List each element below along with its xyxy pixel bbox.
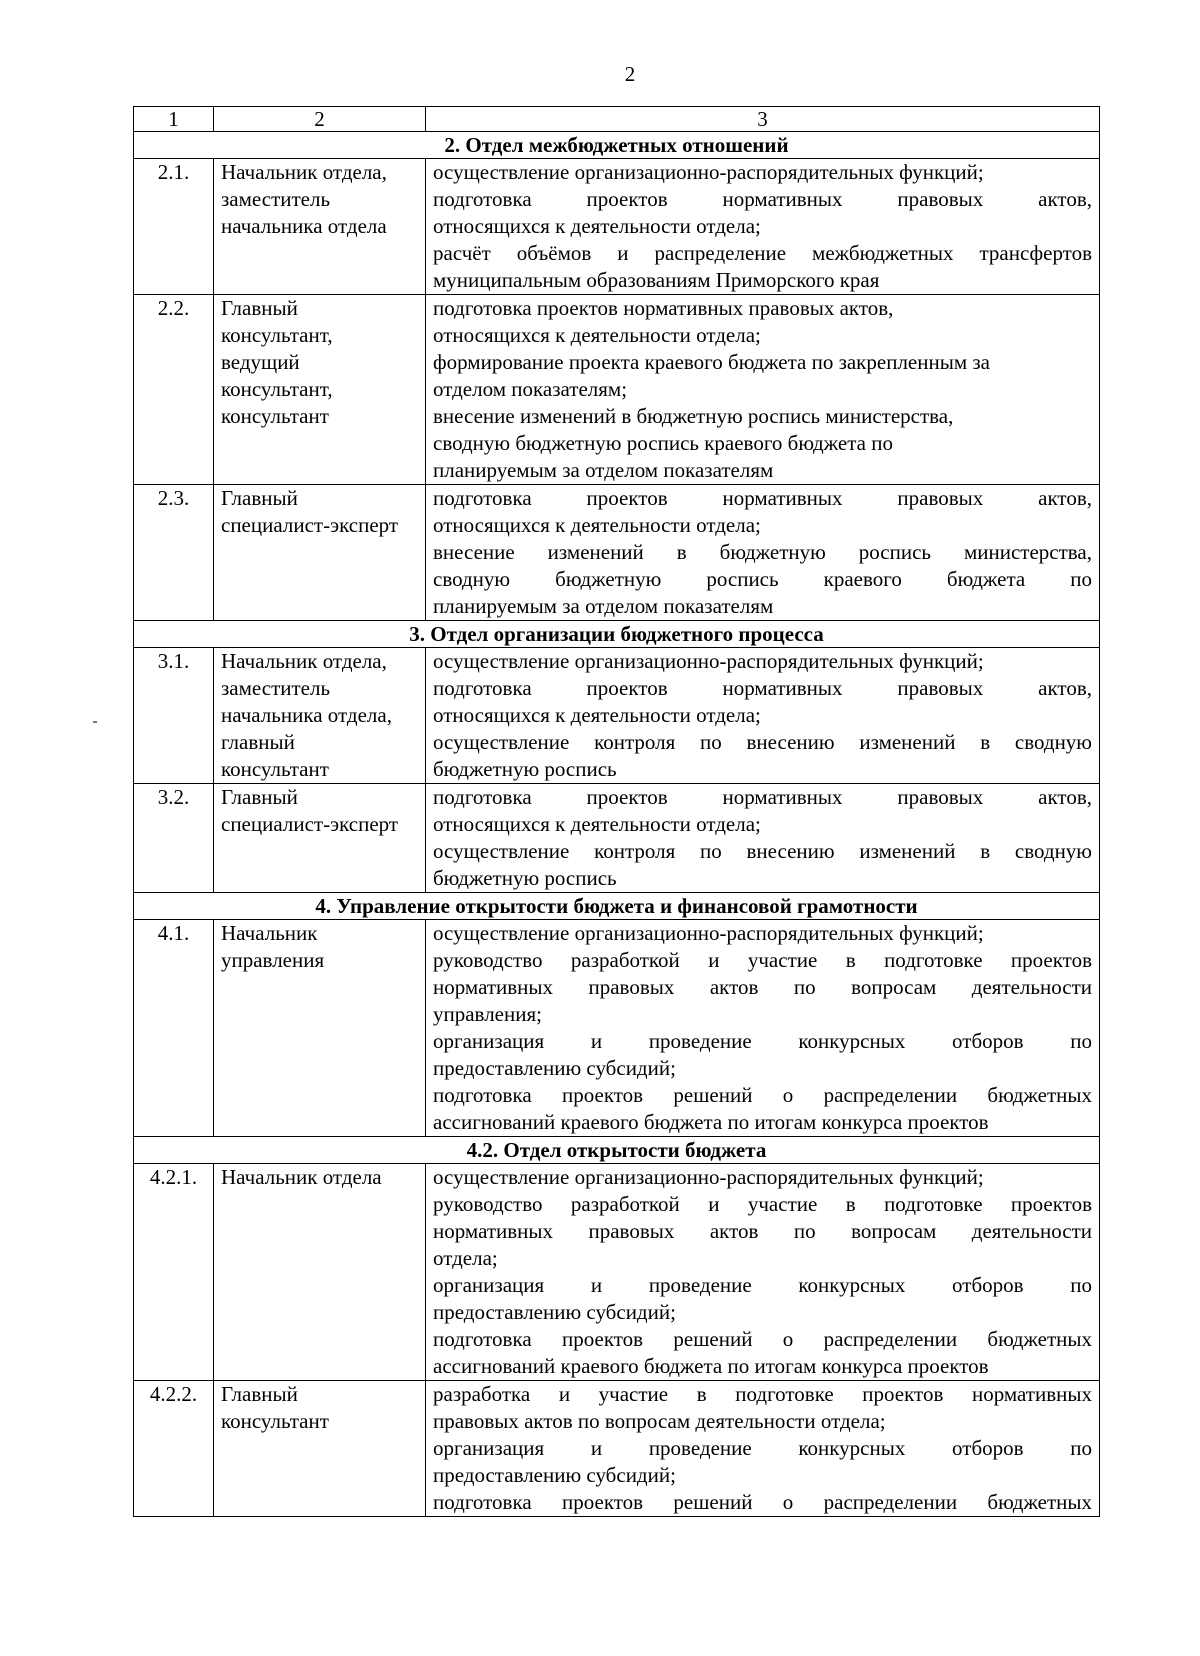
position-cell — [214, 1164, 426, 1381]
duty-line: подготовка проектов нормативных правовых актов, — [433, 296, 894, 320]
duty-line: осуществление организационно-распорядительных функций; — [433, 921, 984, 945]
section-row — [134, 1137, 1100, 1164]
table-row — [134, 648, 1100, 784]
section-row — [134, 893, 1100, 920]
position-line: специалист-эксперт — [221, 812, 399, 836]
duty-line: организация и проведение конкурсных отборов по — [433, 1029, 1092, 1053]
duty-line: ассигнований краевого бюджета по итогам конкурса проектов — [433, 1354, 989, 1378]
position-line: консультант — [221, 757, 329, 781]
duty-line: планируемым за отделом показателям — [433, 594, 774, 618]
position-line: начальника отдела, — [221, 703, 392, 727]
position-line: заместитель — [221, 187, 331, 211]
position-line: Начальник отдела, — [221, 649, 387, 673]
position-line: Главный — [221, 486, 298, 510]
position-line: консультант — [221, 1409, 329, 1433]
scan-artifact — [93, 721, 97, 723]
duty-line: осуществление контроля по внесению изменений в сводную — [433, 730, 1092, 754]
row-number: 4.1. — [134, 920, 214, 1137]
duty-line: предоставлению субсидий; — [433, 1463, 676, 1487]
section-row — [134, 132, 1100, 159]
section-title: 2. Отдел межбюджетных отношений — [134, 132, 1100, 159]
position-line: консультант, — [221, 377, 333, 401]
duty-line: внесение изменений в бюджетную роспись министерства, — [433, 404, 954, 428]
section-row — [134, 621, 1100, 648]
row-number: 3.1. — [134, 648, 214, 784]
duty-line: сводную бюджетную роспись краевого бюджета по — [433, 567, 1092, 591]
row-number: 4.2.2. — [134, 1381, 214, 1517]
duty-line: сводную бюджетную роспись краевого бюджета по — [433, 431, 893, 455]
page-number: 2 — [624, 62, 636, 86]
duty-line: нормативных правовых актов по вопросам деятельности — [433, 975, 1092, 999]
duty-line: относящихся к деятельности отдела; — [433, 323, 761, 347]
position-line: управления — [221, 948, 325, 972]
section-title: 4.2. Отдел открытости бюджета — [134, 1137, 1100, 1164]
duty-line: формирование проекта краевого бюджета по закрепленным за — [433, 350, 990, 374]
duty-line: бюджетную роспись — [433, 866, 617, 890]
duty-line: предоставлению субсидий; — [433, 1056, 676, 1080]
position-line: Начальник отдела — [221, 1165, 382, 1189]
section-title: 4. Управление открытости бюджета и финансовой грамотности — [134, 893, 1100, 920]
duty-line: внесение изменений в бюджетную роспись министерства, — [433, 540, 1092, 564]
duties-table — [133, 106, 1100, 1517]
duty-line: подготовка проектов нормативных правовых актов, — [433, 785, 1092, 809]
duty-line: относящихся к деятельности отдела; — [433, 214, 761, 238]
duties-cell — [426, 159, 1100, 295]
duty-line: подготовка проектов решений о распределении бюджетных — [433, 1490, 1092, 1514]
duty-line: отдела; — [433, 1246, 498, 1270]
duties-cell — [426, 1381, 1100, 1517]
row-number: 3.2. — [134, 784, 214, 893]
duty-line: подготовка проектов нормативных правовых актов, — [433, 676, 1092, 700]
position-cell — [214, 648, 426, 784]
position-line: заместитель — [221, 676, 331, 700]
duty-line: относящихся к деятельности отдела; — [433, 812, 761, 836]
table-header-row — [134, 107, 1100, 132]
duty-line: ассигнований краевого бюджета по итогам конкурса проектов — [433, 1110, 989, 1134]
position-line: начальника отдела — [221, 214, 387, 238]
position-line: Начальник — [221, 921, 318, 945]
duty-line: планируемым за отделом показателям — [433, 458, 774, 482]
duty-line: организация и проведение конкурсных отборов по — [433, 1273, 1092, 1297]
duty-line: предоставлению субсидий; — [433, 1300, 676, 1324]
duty-line: подготовка проектов нормативных правовых актов, — [433, 187, 1092, 211]
position-line: специалист-эксперт — [221, 513, 399, 537]
duty-line: осуществление контроля по внесению изменений в сводную — [433, 839, 1092, 863]
duty-line: подготовка проектов нормативных правовых актов, — [433, 486, 1092, 510]
position-cell — [214, 920, 426, 1137]
position-line: Главный — [221, 296, 298, 320]
position-cell — [214, 485, 426, 621]
duties-cell — [426, 784, 1100, 893]
duties-cell — [426, 295, 1100, 485]
table-row — [134, 295, 1100, 485]
position-line: Главный — [221, 785, 298, 809]
header-cell-2: 2 — [214, 107, 426, 132]
position-line: консультант — [221, 404, 329, 428]
table-row — [134, 1164, 1100, 1381]
duty-line: муниципальным образованиям Приморского края — [433, 268, 880, 292]
table-row — [134, 485, 1100, 621]
position-line: Главный — [221, 1382, 298, 1406]
position-line: ведущий — [221, 350, 300, 374]
position-cell — [214, 295, 426, 485]
duties-cell — [426, 648, 1100, 784]
duty-line: разработка и участие в подготовке проектов нормативных — [433, 1382, 1092, 1406]
row-number: 2.1. — [134, 159, 214, 295]
position-line: Начальник отдела, — [221, 160, 387, 184]
duty-line: управления; — [433, 1002, 542, 1026]
position-cell — [214, 1381, 426, 1517]
duty-line: осуществление организационно-распорядительных функций; — [433, 649, 984, 673]
position-line: консультант, — [221, 323, 333, 347]
position-cell — [214, 784, 426, 893]
header-cell-1: 1 — [134, 107, 214, 132]
duties-cell — [426, 1164, 1100, 1381]
duties-cell — [426, 485, 1100, 621]
duty-line: осуществление организационно-распорядительных функций; — [433, 160, 984, 184]
duty-line: организация и проведение конкурсных отборов по — [433, 1436, 1092, 1460]
row-number: 4.2.1. — [134, 1164, 214, 1381]
duty-line: относящихся к деятельности отдела; — [433, 703, 761, 727]
duties-table-body — [134, 107, 1100, 1517]
row-number: 2.3. — [134, 485, 214, 621]
duty-line: относящихся к деятельности отдела; — [433, 513, 761, 537]
duties-cell — [426, 920, 1100, 1137]
duty-line: подготовка проектов решений о распределении бюджетных — [433, 1327, 1092, 1351]
duty-line: отделом показателям; — [433, 377, 628, 401]
duty-line: бюджетную роспись — [433, 757, 617, 781]
duty-line: расчёт объёмов и распределение межбюджетных трансфертов — [433, 241, 1092, 265]
duty-line: подготовка проектов решений о распределении бюджетных — [433, 1083, 1092, 1107]
position-cell — [214, 159, 426, 295]
position-line: главный — [221, 730, 295, 754]
table-row — [134, 920, 1100, 1137]
section-title: 3. Отдел организации бюджетного процесса — [134, 621, 1100, 648]
table-row — [134, 1381, 1100, 1517]
table-row — [134, 784, 1100, 893]
row-number: 2.2. — [134, 295, 214, 485]
header-cell-3: 3 — [426, 107, 1100, 132]
duty-line: руководство разработкой и участие в подготовке проектов — [433, 1192, 1092, 1216]
duty-line: осуществление организационно-распорядительных функций; — [433, 1165, 984, 1189]
duty-line: правовых актов по вопросам деятельности отдела; — [433, 1409, 886, 1433]
duty-line: руководство разработкой и участие в подготовке проектов — [433, 948, 1092, 972]
table-row — [134, 159, 1100, 295]
duty-line: нормативных правовых актов по вопросам деятельности — [433, 1219, 1092, 1243]
